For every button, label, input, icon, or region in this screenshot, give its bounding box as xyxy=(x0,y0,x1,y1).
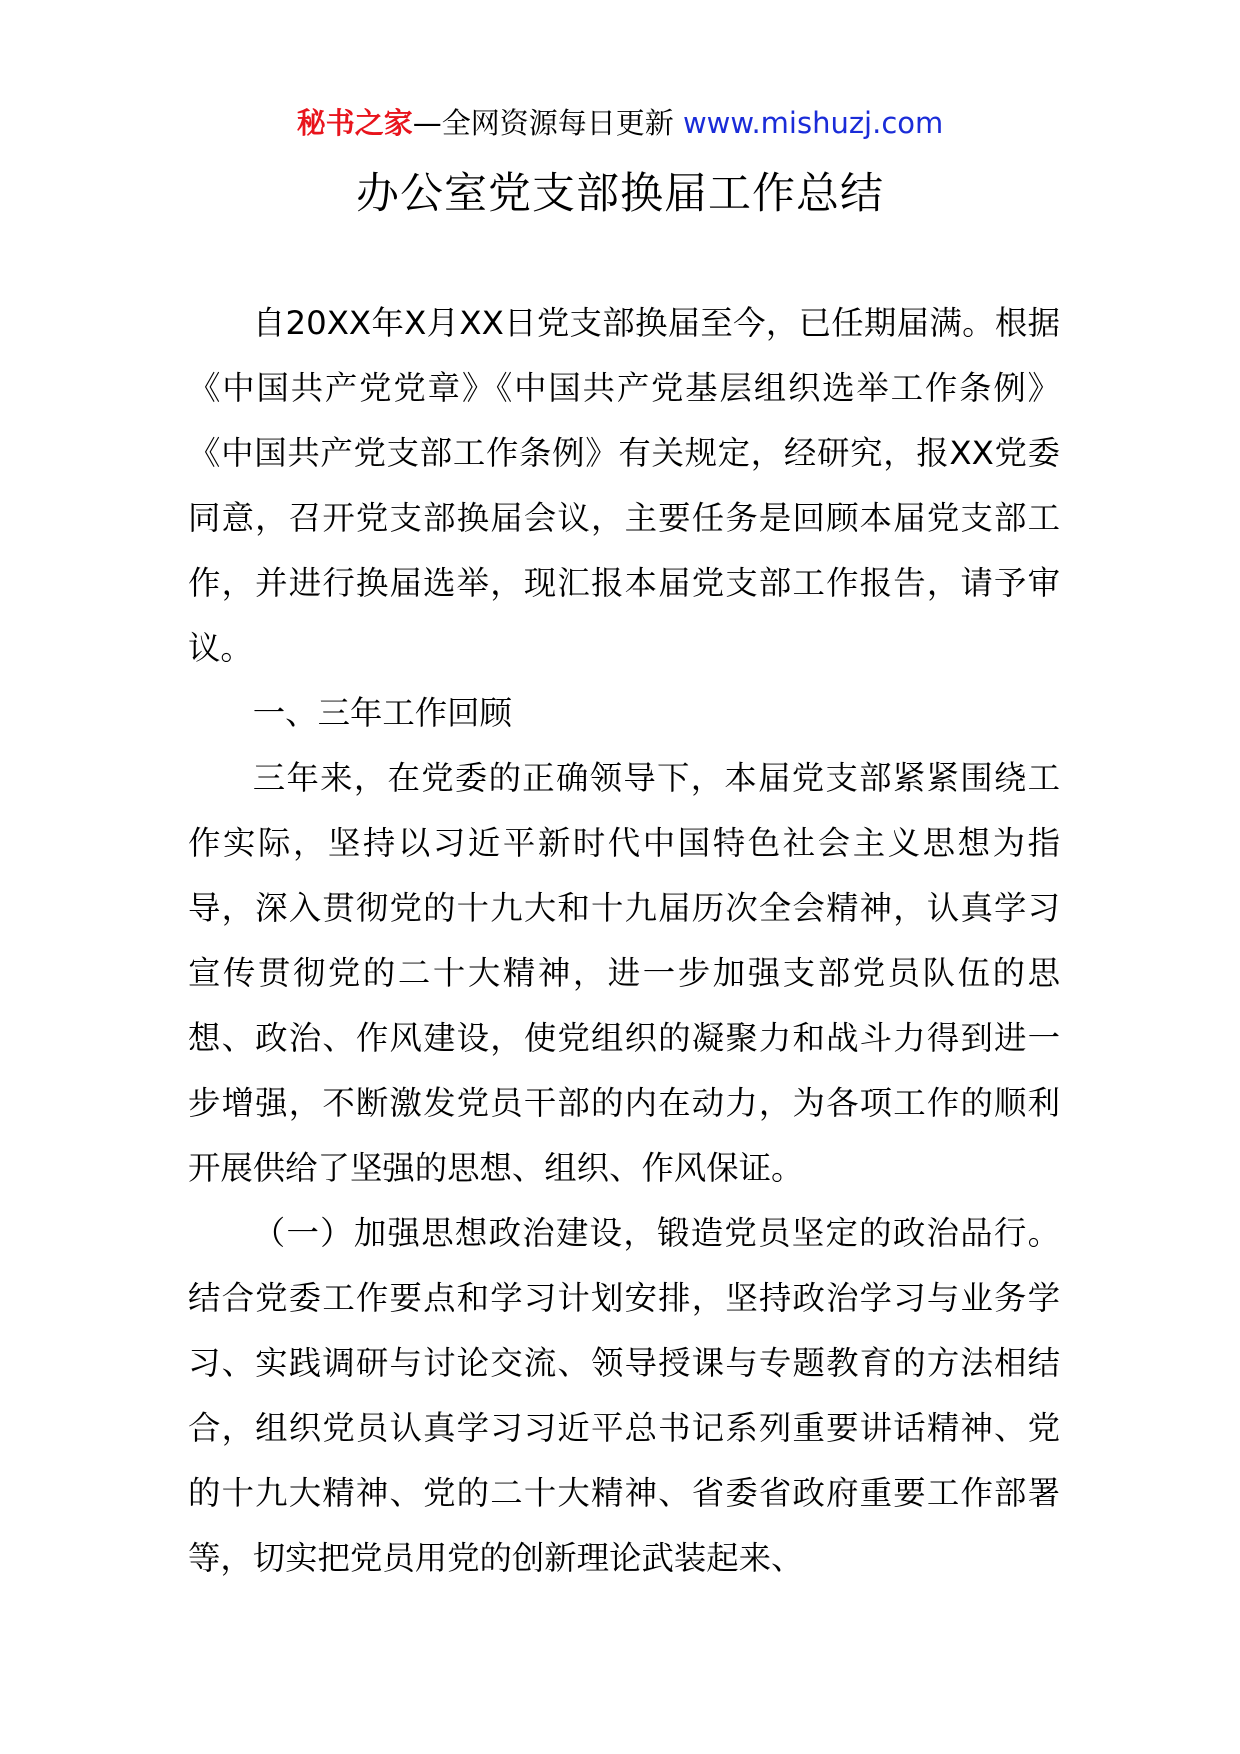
paragraph-intro: 自20XX年X月XX日党支部换届至今，已任期届满。根据《中国共产党党章》《中国共产党基层组织选举工作条例》《中国共产党支部工作条例》有关规定，经研究，报XX党委同意，召开党支部换届会议，主要任务是回顾本届党支部工作，并进行换届选举，现汇报本届党支部工作报告，请予审议。 xyxy=(188,304,1060,667)
paragraph-review: 三年来，在党委的正确领导下，本届党支部紧紧围绕工作实际，坚持以习近平新时代中国特色社会主义思想为指导，深入贯彻党的十九大和十九届历次全会精神，认真学习宣传贯彻党的二十大精神，进一步加强支部党员队伍的思想、政治、作风建设，使党组织的凝聚力和战斗力得到进一步增强，不断激发党员干部的内在动力，为各项工作的顺利开展供给了坚强的思想、组织、作风保证。 xyxy=(188,759,1060,1187)
header-slogan: —全网资源每日更新 xyxy=(412,106,674,140)
document-body xyxy=(188,291,1060,1591)
section-heading: 一、三年工作回顾 xyxy=(252,694,512,732)
site-url-link[interactable]: www.mishuzj.com xyxy=(682,106,944,140)
document-title: 办公室党支部换届工作总结 xyxy=(356,169,884,219)
site-header xyxy=(0,100,1240,146)
paragraph-subsection-1: （一）加强思想政治建设，锻造党员坚定的政治品行。结合党委工作要点和学习计划安排，坚持政治学习与业务学习、实践调研与讨论交流、领导授课与专题教育的方法相结合，组织党员认真学习习近平总书记系列重要讲话精神、党的十九大精神、党的二十大精神、省委省政府重要工作部署等，切实把党员用党的创新理论武装起来、 xyxy=(188,1214,1060,1577)
brand-name: 秘书之家 xyxy=(296,106,413,140)
